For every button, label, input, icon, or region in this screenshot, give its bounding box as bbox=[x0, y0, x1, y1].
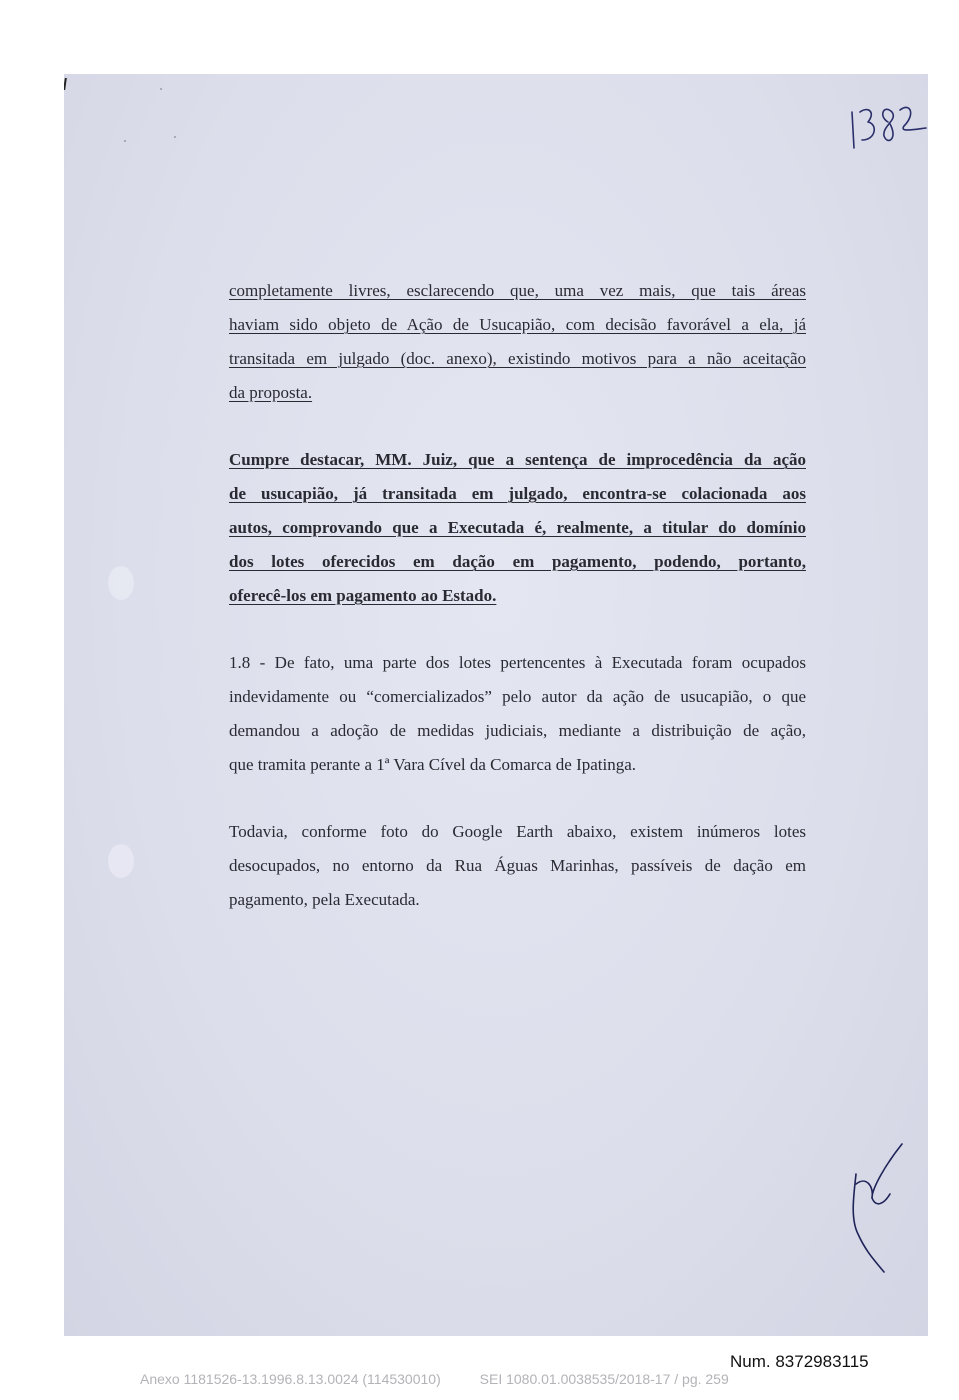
text-line: indevidamente ou “comercializados” pelo autor da ação de usucapião, o que bbox=[229, 687, 806, 706]
text-line: haviam sido objeto de Ação de Usucapião, com decisão favorável a ela, já bbox=[229, 315, 806, 334]
document-number: Num. 8372983115 bbox=[730, 1352, 869, 1371]
scan-speck bbox=[124, 140, 126, 142]
handwritten-page-number bbox=[844, 90, 928, 152]
handwritten-signature bbox=[832, 1134, 912, 1274]
paragraph bbox=[229, 815, 806, 917]
document-body bbox=[229, 274, 806, 950]
text-line: pagamento, pela Executada. bbox=[229, 890, 420, 909]
text-line: dos lotes oferecidos em dação em pagamento, podendo, portanto, bbox=[229, 552, 806, 571]
text-line: transitada em julgado (doc. anexo), existindo motivos para a não aceitação bbox=[229, 349, 806, 368]
text-line: desocupados, no entorno da Rua Águas Marinhas, passíveis de dação em bbox=[229, 856, 806, 875]
punch-hole-shadow bbox=[108, 844, 134, 878]
scan-speck bbox=[160, 88, 162, 90]
text-line: oferecê-los em pagamento ao Estado. bbox=[229, 586, 497, 605]
paragraph bbox=[229, 646, 806, 782]
footer-watermark bbox=[140, 1371, 729, 1387]
watermark-sei: SEI 1080.01.0038535/2018-17 / pg. 259 bbox=[479, 1371, 729, 1387]
text-line: 1.8 - De fato, uma parte dos lotes pertencentes à Executada foram ocupados bbox=[229, 653, 806, 672]
text-line: Todavia, conforme foto do Google Earth abaixo, existem inúmeros lotes bbox=[229, 822, 806, 841]
scan-mark bbox=[64, 78, 67, 90]
watermark-annex: Anexo 1181526-13.1996.8.13.0024 (114530010) bbox=[140, 1371, 441, 1387]
paragraph bbox=[229, 443, 806, 613]
text-line: completamente livres, esclarecendo que, uma vez mais, que tais áreas bbox=[229, 281, 806, 300]
paragraph bbox=[229, 274, 806, 410]
text-line: da proposta. bbox=[229, 383, 313, 402]
text-line: Cumpre destacar, MM. Juiz, que a sentença de improcedência da ação bbox=[229, 450, 806, 469]
text-line: de usucapião, já transitada em julgado, encontra-se colacionada aos bbox=[229, 484, 806, 503]
scan-speck bbox=[174, 136, 176, 138]
text-line: autos, comprovando que a Executada é, realmente, a titular do domínio bbox=[229, 518, 806, 537]
text-line: demandou a adoção de medidas judiciais, mediante a distribuição de ação, bbox=[229, 721, 806, 740]
scanned-page bbox=[64, 74, 928, 1336]
text-line: que tramita perante a 1ª Vara Cível da Comarca de Ipatinga. bbox=[229, 755, 637, 774]
punch-hole-shadow bbox=[108, 566, 134, 600]
